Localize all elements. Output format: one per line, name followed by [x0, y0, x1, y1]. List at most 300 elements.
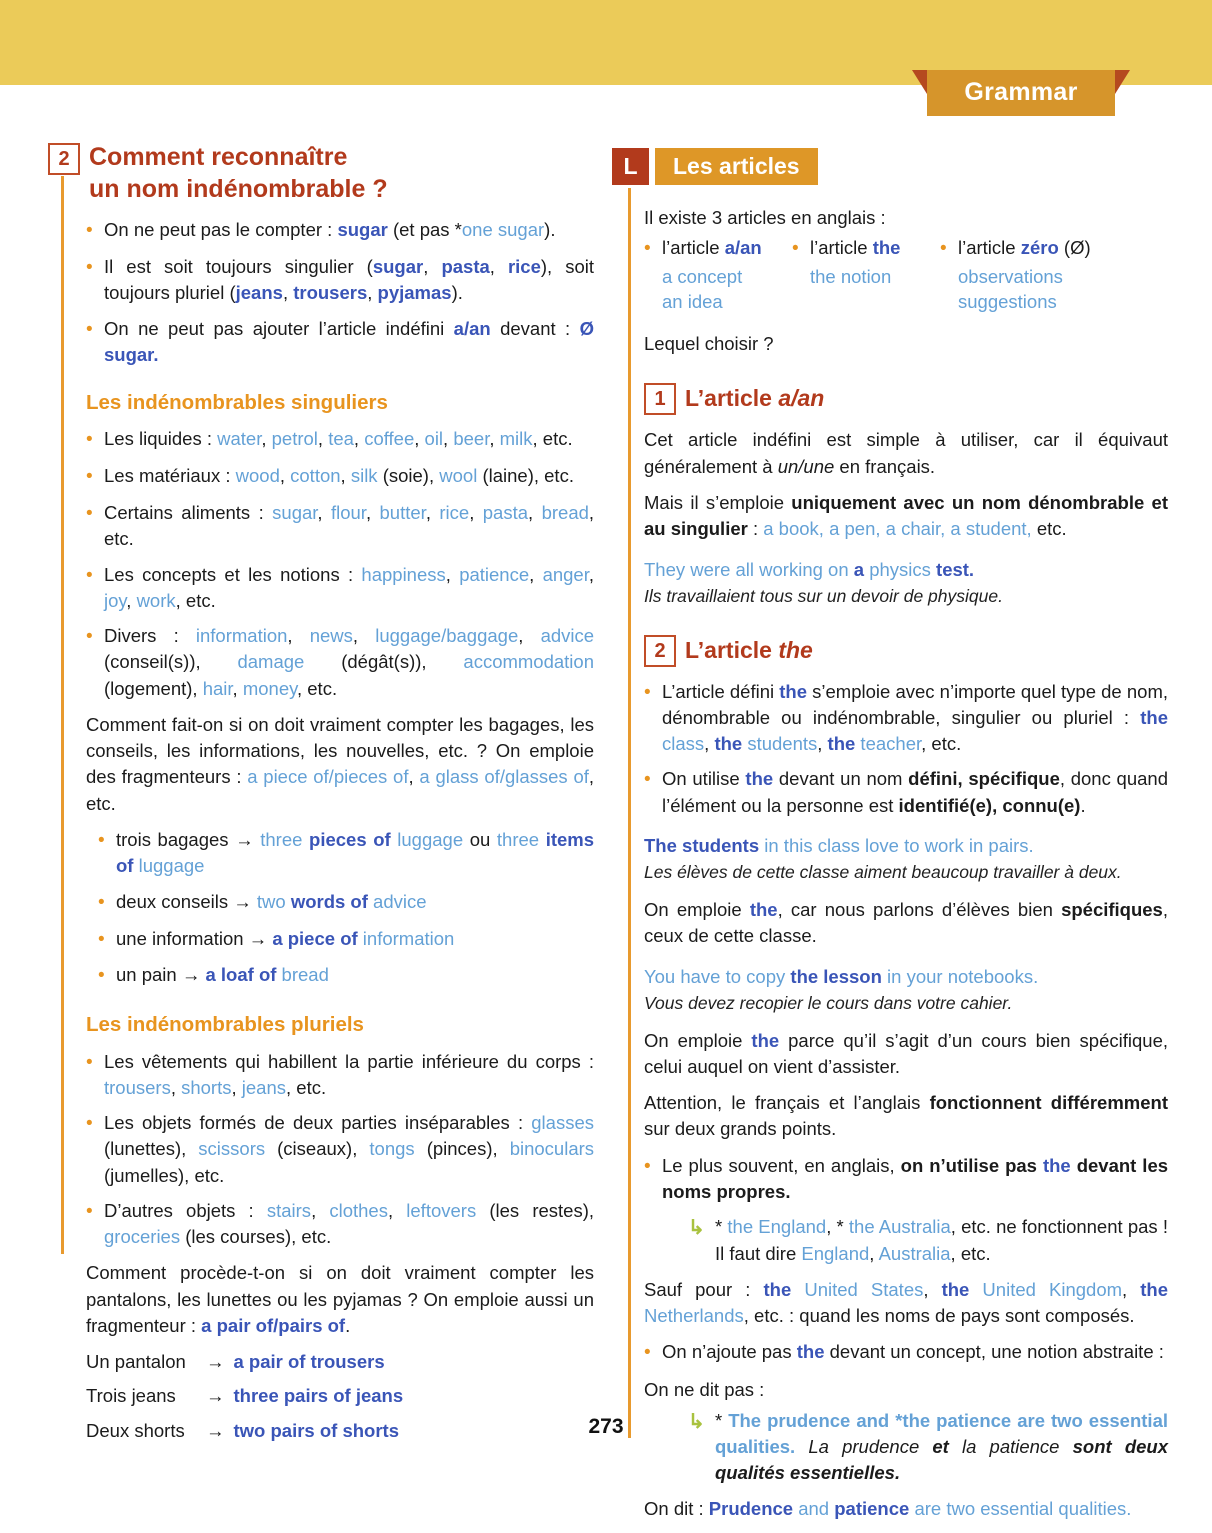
bullet-item — [86, 254, 594, 307]
bullet-text — [104, 426, 594, 454]
bullet-item — [86, 500, 594, 553]
text-run: ). — [451, 282, 463, 304]
conversion-value — [234, 1349, 385, 1375]
text-run: * — [715, 1409, 729, 1431]
text-run: Il existe 3 articles en anglais : — [644, 207, 886, 228]
text-run: , — [261, 428, 272, 450]
text-run: Les vêtements qui habillent la partie inférieure du corps : — [104, 1050, 594, 1072]
bullet-icon: • — [644, 1342, 651, 1364]
text-run: (laine), etc. — [477, 465, 574, 487]
text-run: stairs — [266, 1199, 312, 1221]
text-run: l’article — [662, 237, 725, 259]
conversion-label: Trois jeans — [86, 1385, 176, 1407]
bullet-icon: • — [86, 503, 93, 525]
right-column-blocks — [644, 205, 1168, 1523]
text-run: , ceux de cette classe. — [644, 899, 1168, 947]
section-title — [685, 383, 824, 413]
text-run: , — [443, 428, 454, 450]
bullet-icon: • — [644, 681, 651, 703]
text-run: a book, a pen, a chair, a student, — [763, 518, 1032, 540]
text-run: On ne peut pas le compter : — [104, 219, 338, 240]
text-run: oil — [424, 428, 444, 450]
text-run: et — [919, 1435, 962, 1457]
text-run: milk — [499, 428, 533, 450]
text-run: They were all working on — [644, 558, 854, 580]
text-run: Comment fait-on si on doit vraiment compter les bagages, les conseils, les informations, les nouvelles, etc. ? On emploie des fragmenteurs : — [86, 713, 594, 788]
arrow-note — [688, 1408, 1168, 1487]
text-run: tongs — [369, 1138, 415, 1160]
text-run: silk — [350, 465, 378, 487]
text-run: , — [528, 502, 542, 524]
text-run: Mais il s’emploie — [644, 491, 792, 513]
text-run: sugar — [372, 255, 424, 277]
text-run: , — [704, 733, 715, 755]
text-run: , — [445, 563, 460, 585]
text-run: two pairs of shorts — [233, 1419, 399, 1441]
text-run: trousers — [293, 282, 368, 304]
bullet-text — [104, 463, 594, 491]
text-run: a glass of/glasses of — [419, 766, 589, 788]
text-run: Il est soit toujours singulier ( — [104, 255, 373, 277]
text-run: Le plus souvent, en anglais, — [662, 1154, 901, 1176]
bullet-text — [104, 316, 594, 369]
paragraph — [644, 1090, 1168, 1143]
text-run: Lequel choisir ? — [644, 333, 774, 355]
text-run: en français. — [834, 455, 936, 477]
text-run: On ne dit pas : — [644, 1379, 765, 1401]
text-run: butter — [379, 502, 426, 524]
text-run: On ne peut pas ajouter l’article indéfini — [104, 317, 454, 339]
text-run: and — [793, 1498, 835, 1520]
page-number: 273 — [588, 1415, 624, 1438]
text-run: , — [232, 677, 243, 699]
text-run: sur deux grands points. — [644, 1118, 837, 1140]
text-run: pasta — [441, 255, 490, 277]
bullet-item — [644, 1153, 1168, 1206]
text-run: information — [357, 927, 455, 949]
bullet-icon: • — [86, 318, 93, 340]
text-run: in your notebooks. — [881, 965, 1039, 987]
text-run: petrol — [271, 428, 318, 450]
text-run: uniquement avec un nom dénombrable et au singulier — [644, 491, 1168, 540]
text-run: jeans — [241, 1076, 287, 1098]
bullet-icon: • — [98, 965, 105, 987]
text-run: hair — [202, 677, 233, 699]
paragraph — [86, 1260, 594, 1339]
text-run: (conseil(s)), — [104, 651, 238, 673]
text-run: , etc. — [921, 733, 962, 755]
text-run: pyjamas — [377, 282, 452, 304]
text-run: United Kingdom — [969, 1278, 1123, 1300]
text-run: Les concepts et les notions : — [104, 563, 362, 585]
bullet-icon: • — [644, 238, 651, 260]
text-run: three — [496, 829, 546, 850]
text-run: sont deux qualités essentielles. — [715, 1435, 1169, 1484]
bullet-icon: • — [98, 928, 105, 950]
bullet-text — [116, 827, 594, 880]
bullet-item — [86, 562, 594, 615]
text-run: cotton — [290, 465, 341, 487]
text-run: la patience — [961, 1435, 1060, 1457]
bullet-icon: • — [86, 1051, 93, 1073]
subsection-heading: Les indénombrables singuliers — [86, 391, 388, 415]
text-run: Les élèves de cette classe aiment beaucoup travailler à deux. — [644, 862, 1122, 883]
text-run: . — [345, 1314, 351, 1336]
text-run: , etc. — [296, 677, 338, 699]
text-run: in this class love to work in pairs. — [759, 834, 1034, 856]
text-run: , — [353, 428, 365, 450]
text-run: , — [489, 255, 508, 277]
text-run: flour — [330, 502, 366, 524]
text-run: on n’utilise pas — [900, 1154, 1037, 1176]
text-run: etc. — [1031, 518, 1067, 540]
text-run: ou — [463, 829, 497, 850]
lesson-letter-badge: L — [612, 148, 649, 185]
text-run: the — [1140, 1278, 1168, 1300]
text-run: the lesson — [790, 965, 882, 987]
bullet-item — [644, 1339, 1168, 1367]
text-run: Netherlands — [644, 1305, 744, 1327]
text-run: sugar — [272, 502, 318, 524]
bullet-text — [662, 1153, 1168, 1206]
text-run: zéro — [1020, 237, 1059, 259]
bullet-text — [116, 889, 594, 917]
bullet-icon: • — [940, 238, 947, 260]
text-run: a pair of trousers — [233, 1351, 385, 1373]
divider-line — [628, 188, 631, 1438]
text-run: a/an — [778, 385, 825, 412]
text-run: , — [923, 1278, 942, 1300]
text-run: , — [365, 502, 380, 524]
conversion-line — [86, 1383, 594, 1409]
text-run: , — [170, 1076, 182, 1098]
bullet-text — [104, 1110, 594, 1189]
arrow-note — [688, 1214, 1168, 1267]
text-run: the — [796, 1341, 825, 1363]
text-run: (soie), — [377, 465, 440, 487]
article-option-head — [644, 235, 792, 263]
bullet-icon: • — [98, 891, 105, 913]
text-run: coffee — [364, 428, 415, 450]
divider-line — [61, 176, 64, 1254]
article-option — [940, 235, 1168, 315]
article-option — [792, 235, 940, 315]
bullet-item — [86, 316, 594, 369]
text-run: (ciseaux), — [265, 1138, 370, 1160]
text-run: L’article — [685, 636, 779, 663]
section-title — [685, 635, 813, 665]
translation — [644, 584, 1168, 609]
text-run: L’article défini — [662, 680, 780, 702]
arrow-note-icon: ↳ — [688, 1217, 705, 1240]
text-run: L’article — [685, 385, 779, 412]
text-run: clothes — [329, 1199, 388, 1221]
bullet-item — [86, 623, 594, 702]
text-run: words of — [290, 890, 368, 912]
article-option-example: suggestions — [958, 291, 1057, 313]
text-run: , — [317, 428, 329, 450]
text-run: On emploie — [644, 899, 750, 921]
text-run: happiness — [361, 563, 446, 585]
text-run: , etc. — [175, 589, 216, 611]
text-run: three — [260, 829, 310, 850]
lesson-heading — [612, 148, 1168, 185]
text-run: devant un concept, une notion abstraite : — [824, 1341, 1164, 1363]
text-run: binoculars — [509, 1138, 595, 1160]
text-run: rice — [439, 502, 470, 524]
text-run: water — [217, 428, 262, 450]
text-run: ). — [544, 219, 556, 240]
text-run: shorts — [181, 1076, 232, 1098]
text-run: three pairs of jeans — [233, 1385, 404, 1407]
text-run: une information → — [116, 927, 273, 949]
text-run: jeans — [235, 282, 283, 304]
bullet-icon: • — [644, 769, 651, 791]
article-option-head — [792, 235, 940, 263]
text-run: , — [279, 465, 291, 487]
text-run: scissors — [198, 1138, 266, 1160]
example-sentence — [644, 964, 1168, 990]
text-run: a/an — [724, 237, 762, 259]
text-run: England — [801, 1242, 870, 1264]
text-run: On dit : — [644, 1498, 709, 1520]
text-run: La prudence — [808, 1435, 920, 1457]
text-run: devant un nom — [773, 768, 909, 790]
text-run: (les courses), etc. — [180, 1226, 332, 1248]
text-run: the — [751, 1029, 780, 1051]
text-run: On n’ajoute pas — [662, 1341, 797, 1363]
text-run: deux conseils → — [116, 890, 257, 912]
text-run: are two essential qualities. — [909, 1498, 1132, 1520]
text-run: , etc. — [950, 1242, 991, 1264]
text-run: Sauf pour : — [644, 1278, 764, 1300]
text-run: (pinces), — [414, 1138, 510, 1160]
text-run: a loaf of — [205, 964, 277, 986]
text-run: , — [340, 465, 351, 487]
paragraph — [644, 1496, 1168, 1522]
text-run: the — [749, 899, 778, 921]
text-run: l’article — [958, 237, 1021, 259]
bullet-item — [98, 926, 594, 954]
text-run: rice — [507, 255, 541, 277]
article-option-label — [958, 235, 1168, 263]
text-run: , — [588, 563, 594, 585]
text-run: Les objets formés de deux parties inséparables : — [104, 1112, 532, 1134]
text-run: Ils travaillaient tous sur un devoir de physique. — [644, 585, 1003, 606]
text-run: , etc. — [286, 1076, 327, 1098]
text-run: The prudence and *the patience are two essential qualities. — [715, 1409, 1168, 1457]
text-run: , — [408, 766, 420, 788]
text-run: the — [763, 1278, 792, 1300]
text-run: the England — [727, 1216, 827, 1238]
text-run: défini, spécifique — [908, 768, 1060, 790]
arrow-right-icon: → — [206, 1419, 225, 1441]
bullet-text — [104, 623, 594, 702]
text-run: luggage — [133, 855, 205, 877]
bullet-icon: • — [792, 238, 799, 260]
text-run: Comment procède-t-on si on doit vraiment compter les pantalons, les lunettes ou les pyjamas ? On emploie aussi un fragmenteur : — [86, 1262, 594, 1336]
left-column-blocks — [86, 217, 594, 1444]
text-run: wool — [439, 465, 478, 487]
bullet-item — [86, 463, 594, 491]
text-run: tea — [328, 428, 354, 450]
bullet-item — [86, 217, 594, 245]
text-run: * — [715, 1216, 728, 1238]
bullet-item — [98, 962, 594, 990]
grammar-tab-label: Grammar — [964, 78, 1078, 107]
bullet-text — [662, 766, 1168, 819]
text-run: spécifiques — [1061, 899, 1163, 921]
bullet-icon: • — [86, 626, 93, 648]
text-run: students — [742, 733, 818, 755]
paragraph — [644, 427, 1168, 480]
bullet-icon: • — [86, 1113, 93, 1135]
bullet-text — [104, 1049, 594, 1102]
bullet-item — [98, 827, 594, 880]
article-option-label — [662, 235, 792, 263]
section-heading — [48, 143, 594, 205]
text-run: , donc quand l’élément ou la personne est — [662, 768, 1168, 816]
text-run: bread — [276, 964, 329, 986]
text-run: , — [817, 733, 828, 755]
bullet-item — [644, 679, 1168, 758]
translation — [644, 991, 1168, 1016]
article-option-example: the notion — [810, 266, 892, 288]
text-run: the — [779, 680, 807, 702]
text-run: (dégât(s)), — [304, 651, 464, 673]
paragraph — [644, 1277, 1168, 1330]
text-run: Prudence — [708, 1498, 794, 1520]
text-run: the — [745, 768, 774, 790]
text-run: joy — [104, 589, 127, 611]
text-run: , — [1122, 1278, 1141, 1300]
text-run: , — [126, 589, 137, 611]
text-run: beer — [453, 428, 490, 450]
arrow-note-text — [715, 1408, 1168, 1487]
text-run: un/une — [777, 455, 835, 477]
text-run: You have to copy — [644, 965, 791, 987]
text-run: Ø sugar. — [104, 317, 594, 365]
text-run: Cet article indéfini est simple à utiliser, car il équivaut généralement à — [644, 429, 1168, 477]
text-run: Certains aliments : — [104, 502, 273, 524]
conversion-value — [234, 1418, 400, 1444]
text-run: trois bagages → — [116, 829, 261, 850]
text-run: trousers — [104, 1076, 171, 1098]
text-run: the Australia — [848, 1216, 951, 1238]
text-run: , etc. — [104, 502, 595, 550]
text-run: leftovers — [406, 1199, 477, 1221]
translation — [644, 860, 1168, 885]
text-run: a pair of/pairs of — [201, 1314, 346, 1336]
text-run: the — [827, 733, 856, 755]
bullet-text — [116, 926, 594, 954]
text-run: , — [529, 563, 543, 585]
text-run: a — [853, 558, 865, 580]
article-option-example: an idea — [662, 291, 723, 313]
text-run: pieces of — [309, 829, 391, 850]
bullet-text — [116, 962, 594, 990]
arrow-note-text — [715, 1214, 1168, 1267]
text-run: a piece of/pieces of — [247, 766, 409, 788]
section-number: 1 — [644, 383, 676, 415]
section-heading — [644, 635, 1168, 667]
text-run: anger — [542, 563, 589, 585]
paragraph — [644, 1377, 1168, 1403]
section-title: Comment reconnaître un nom indénombrable ? — [89, 143, 388, 203]
text-run: Vous devez recopier le cours dans votre cahier. — [644, 992, 1013, 1013]
lesson-title-banner: Les articles — [655, 148, 818, 185]
bullet-text — [104, 254, 594, 307]
subsection-heading: Les indénombrables pluriels — [86, 1013, 364, 1037]
text-run: , * — [826, 1216, 849, 1238]
bullet-text — [104, 217, 594, 245]
example-sentence — [644, 557, 1168, 583]
text-run: Divers : — [104, 625, 196, 647]
articles-overview — [644, 235, 1168, 315]
text-run: the — [714, 733, 743, 755]
text-run: On emploie — [644, 1029, 752, 1051]
bullet-text — [104, 500, 594, 553]
text-run: sugar — [337, 219, 388, 240]
text-run: , car nous parlons d’élèves bien — [777, 899, 1062, 921]
section-number: 2 — [644, 635, 676, 667]
text-run: , — [287, 625, 310, 647]
arrow-right-icon: → — [206, 1385, 225, 1407]
text-run: , etc. ne fonctionnent pas ! Il faut dire — [715, 1216, 1168, 1264]
right-column — [612, 148, 1168, 1533]
text-run: advice — [367, 890, 427, 912]
text-run: , — [414, 428, 425, 450]
text-run: s’emploie avec n’importe quel type de nom, dénombrable ou indénombrable, singulier ou pluriel : — [662, 680, 1168, 728]
bullet-text — [104, 1198, 594, 1251]
text-run: On utilise — [662, 768, 746, 790]
text-run: l’article — [810, 237, 873, 259]
text-run: , — [425, 502, 440, 524]
text-run: accommodation — [463, 651, 594, 673]
text-run: items of — [116, 829, 595, 877]
text-run: money — [242, 677, 297, 699]
bullet-text — [104, 562, 594, 615]
text-run: the — [778, 636, 813, 663]
text-run: patience — [459, 563, 530, 585]
text-run: (logement), — [104, 677, 203, 699]
text-run: work — [136, 589, 176, 611]
bullet-text — [662, 1339, 1168, 1367]
text-run: un pain → — [116, 964, 206, 986]
text-run: the — [1140, 706, 1168, 728]
conversion-label: Deux shorts — [86, 1419, 185, 1441]
article-option-example: observations — [958, 266, 1063, 288]
text-run: two — [256, 890, 291, 912]
paragraph — [644, 331, 1168, 357]
text-run: devant : — [490, 317, 580, 339]
text-run: ), soit toujours pluriel ( — [104, 255, 595, 304]
bullet-icon: • — [86, 429, 93, 451]
text-run: patience — [834, 1498, 910, 1520]
text-run: Australia — [878, 1242, 951, 1264]
text-run: (lunettes), — [104, 1138, 199, 1160]
text-run: , — [282, 282, 294, 304]
text-run: teacher — [855, 733, 922, 755]
text-run: Les liquides : — [104, 428, 218, 450]
text-run: , — [317, 502, 331, 524]
bullet-item — [86, 1049, 594, 1102]
text-run: , — [311, 1199, 330, 1221]
text-run: a piece of — [272, 927, 358, 949]
text-run: a/an — [453, 317, 491, 339]
text-run: , — [231, 1076, 242, 1098]
text-run: damage — [237, 651, 305, 673]
